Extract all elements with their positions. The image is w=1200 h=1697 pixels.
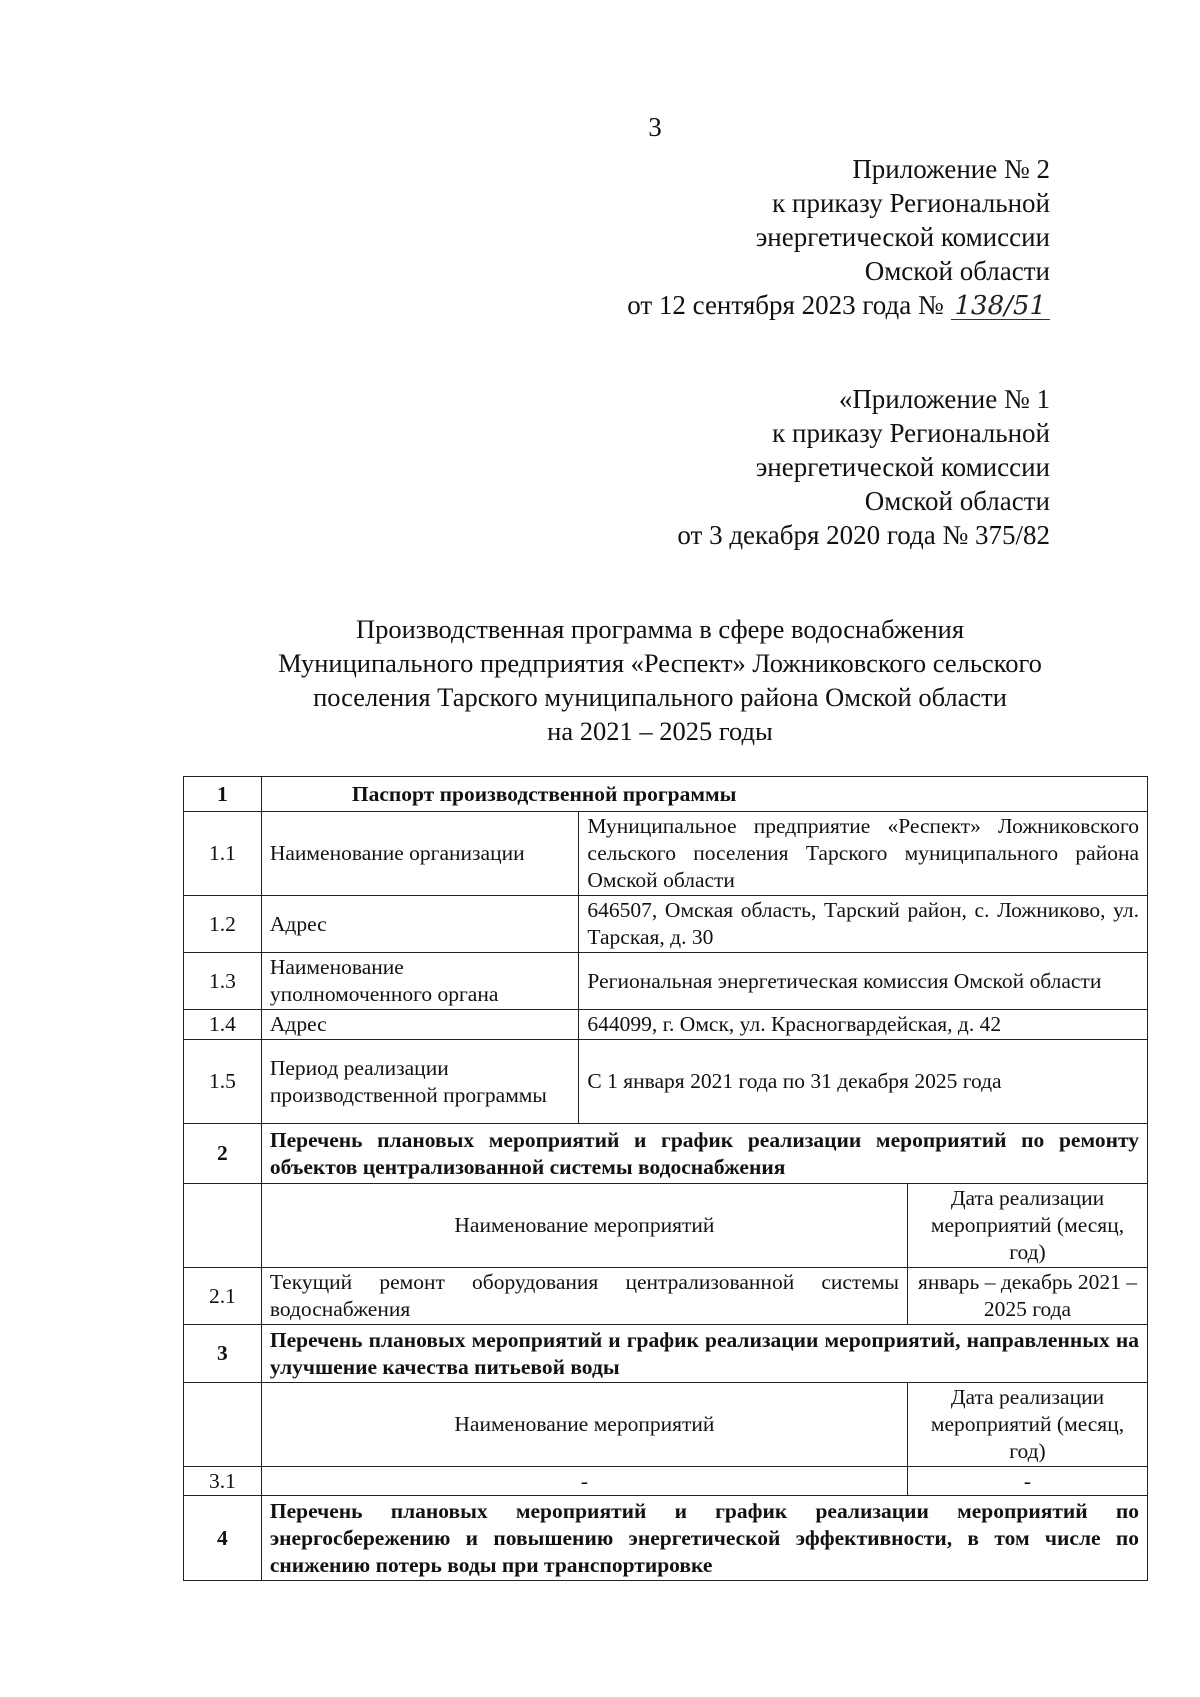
section-2-row	[184, 1124, 1148, 1184]
row-number: 1.2	[184, 896, 262, 953]
section-1-row	[184, 777, 1148, 812]
section-number: 3	[184, 1325, 262, 1383]
section-title: Перечень плановых мероприятий и график реализации мероприятий по ремонту объектов централизованной системы водоснабжения	[261, 1124, 1147, 1184]
handwritten-order-number	[951, 288, 1050, 323]
row-number: 2.1	[184, 1268, 262, 1325]
empty-number-cell	[184, 1383, 262, 1467]
row-label: Адрес	[261, 1010, 579, 1040]
row-label: Наименование организации	[261, 812, 579, 896]
row-value: С 1 января 2021 года по 31 декабря 2025 года	[579, 1040, 1148, 1124]
row-value: 646507, Омская область, Тарский район, с. Ложниково, ул. Тарская, д. 30	[579, 896, 1148, 953]
table-row	[184, 1040, 1148, 1124]
appendix-2-date-text: от 12 сентября 2023 года №	[627, 290, 944, 320]
appendix-2-header	[627, 152, 1050, 323]
handwritten-number-text: 138/51	[954, 291, 1046, 321]
title-line3: поселения Тарского муниципального района Омской области	[313, 682, 1007, 712]
appendix-1-line2: к приказу Региональной	[772, 418, 1050, 448]
row-date: январь – декабрь 2021 – 2025 года	[907, 1268, 1147, 1325]
row-number: 1.5	[184, 1040, 262, 1124]
appendix-1-line5: от 3 декабря 2020 года № 375/82	[677, 520, 1050, 550]
appendix-1-line3: энергетической комиссии	[755, 452, 1050, 482]
title-line1: Производственная программа в сфере водоснабжения	[355, 614, 965, 644]
row-number: 1.3	[184, 953, 262, 1010]
appendix-1-line1: «Приложение № 1	[838, 384, 1050, 414]
row-value: -	[261, 1467, 907, 1496]
empty-number-cell	[184, 1184, 262, 1268]
section-title: Паспорт производственной программы	[261, 777, 1147, 812]
appendix-2-line2: к приказу Региональной	[772, 188, 1050, 218]
section-number: 1	[184, 777, 262, 812]
row-value: Региональная энергетическая комиссия Омской области	[579, 953, 1148, 1010]
program-passport-table	[183, 776, 1148, 1581]
column-header-date: Дата реализации мероприятий (месяц, год)	[907, 1383, 1147, 1467]
row-date: -	[907, 1467, 1147, 1496]
column-header-name: Наименование мероприятий	[261, 1383, 907, 1467]
table-row	[184, 1010, 1148, 1040]
section-title: Перечень плановых мероприятий и график реализации мероприятий по энергосбережению и повышению энергетической эффективности, в том числе по снижению потерь воды при транспортировке	[261, 1496, 1147, 1581]
table-row	[184, 896, 1148, 953]
title-line4: на 2021 – 2025 годы	[547, 716, 773, 746]
row-value: 644099, г. Омск, ул. Красногвардейская, д. 42	[579, 1010, 1148, 1040]
row-value: Муниципальное предприятие «Респект» Ложниковского сельского поселения Тарского муниципального района Омской области	[579, 812, 1148, 896]
appendix-2-date-line	[627, 288, 1050, 323]
column-header-row	[184, 1383, 1148, 1467]
row-number: 3.1	[184, 1467, 262, 1496]
appendix-2-line1: Приложение № 2	[852, 154, 1050, 184]
column-header-date: Дата реализации мероприятий (месяц, год)	[907, 1184, 1147, 1268]
table-row	[184, 1467, 1148, 1496]
table-row	[184, 812, 1148, 896]
column-header-name: Наименование мероприятий	[261, 1184, 907, 1268]
row-label: Период реализации производственной программы	[261, 1040, 579, 1124]
table-row	[184, 1268, 1148, 1325]
section-4-row	[184, 1496, 1148, 1581]
column-header-row	[184, 1184, 1148, 1268]
appendix-1-line4: Омской области	[864, 486, 1050, 516]
appendix-1-header	[677, 382, 1050, 552]
row-number: 1.4	[184, 1010, 262, 1040]
row-label: Наименование уполномоченного органа	[261, 953, 579, 1010]
section-title: Перечень плановых мероприятий и график реализации мероприятий, направленных на улучшение качества питьевой воды	[261, 1325, 1147, 1383]
document-title	[0, 612, 1200, 748]
section-3-row	[184, 1325, 1148, 1383]
appendix-2-line3: энергетической комиссии	[755, 222, 1050, 252]
section-number: 4	[184, 1496, 262, 1581]
section-number: 2	[184, 1124, 262, 1184]
row-label: Адрес	[261, 896, 579, 953]
table-row	[184, 953, 1148, 1010]
page-number: 3	[648, 112, 662, 142]
row-number: 1.1	[184, 812, 262, 896]
handwritten-underline	[951, 319, 1050, 320]
title-line2: Муниципального предприятия «Респект» Ложниковского сельского	[278, 648, 1042, 678]
row-value: Текущий ремонт оборудования централизованной системы водоснабжения	[261, 1268, 907, 1325]
appendix-2-line4: Омской области	[864, 256, 1050, 286]
